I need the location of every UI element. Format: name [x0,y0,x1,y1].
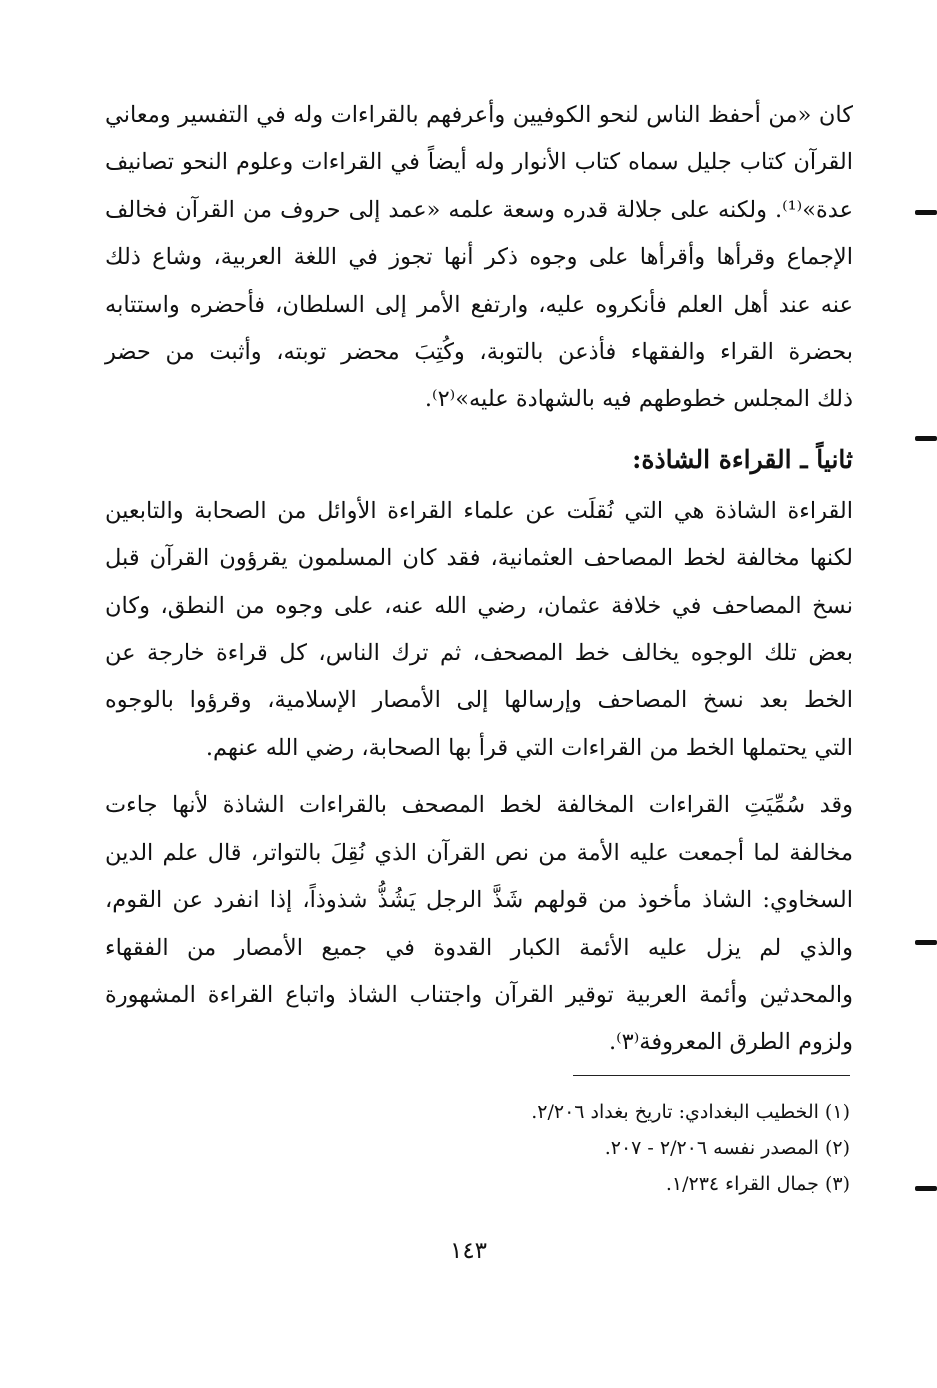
margin-mark [915,940,937,945]
footnote-2: (٢) المصدر نفسه ٢/٢٠٦ - ٢٠٧. [604,1137,850,1159]
text-line: وقد سُمِّيَتِ القراءات المخالفة لخط المصحف بالقراءات الشاذة لأنها جاءت [105,792,853,819]
text-line: القراءة الشاذة هي التي نُقلَت عن علماء القراءة الأوائل من الصحابة والتابعين [105,497,853,524]
text-line: مخالفة لما أجمعت عليه الأمة من نص القرآن الذي نُقِلَ بالتواتر، قال علم الدين [105,839,853,866]
text-line: كان «من أحفظ الناس لنحو الكوفيين وأعرفهم بالقراءات وله في التفسير ومعاني [105,102,853,128]
footnote-3: (٣) جمال القراء ١/٢٣٤. [665,1173,850,1195]
section-heading: ثانياً ـ القراءة الشاذة: [632,444,853,474]
margin-mark [915,1186,937,1191]
page-body [105,92,853,1067]
text-line: بعض تلك الوجوه يخالف خط المصحف، ثم ترك الناس، كل قراءة خارجة عن [105,640,853,667]
text-line: عنه عند أهل العلم فأنكروه عليه، وارتفع الأمر إلى السلطان، فأحضره واستتابه [105,291,853,318]
text-line: والذي لم يزل عليه الأئمة الكبار القدوة في جميع الأمصار من الفقهاء [105,934,853,961]
text-line: بحضرة القراء والفقهاء فأذعن بالتوبة، وكُتِبَ محضر توبته، وأثبت من حضر [105,339,853,366]
text-line: لكنها مخالفة لخط المصاحف العثمانية، فقد كان المسلمون يقرؤون القرآن قبل [105,545,853,572]
footnotes [105,1094,850,1202]
text-line: الإجماع وقرأها وأقرأها على وجوه ذكر أنها تجوز في اللغة العربية، وشاع ذلك [105,244,853,271]
footnote-separator [573,1075,850,1076]
paragraph-2 [105,488,853,772]
text-line: التي يحتملها الخط من القراءات التي قرأ بها الصحابة، رضي الله عنهم. [205,734,853,761]
paragraph-gap [105,772,853,782]
footnote-1: (١) الخطيب البغدادي: تاريخ بغداد ٢/٢٠٦. [531,1101,850,1123]
text-line: الخط بعد نسخ المصاحف وإرسالها إلى الأمصار الإسلامية، وقرؤوا بالوجوه [105,687,853,714]
paragraph-1 [105,92,853,424]
margin-mark [915,436,937,441]
page-number: ١٤٣ [449,1238,488,1264]
text-line: السخاوي: الشاذ مأخوذ من قولهم شَذَّ الرجل يَشُذُّ شذوذاً، إذا انفرد عن القوم، [105,887,853,914]
paragraph-3 [105,782,853,1066]
margin-mark [915,210,937,215]
text-line: نسخ المصاحف في خلافة عثمان، رضي الله عنه، على وجوه من النطق، وكان [105,592,853,619]
text-line: عدة»⁽¹⁾. ولكنه على جلالة قدره وسعة علمه «عمد إلى حروف من القرآن فخالف [105,196,853,223]
text-line: ذلك المجلس خطوطهم فيه بالشهادة عليه»⁽٢⁾. [424,386,853,413]
text-line: القرآن كتاب جليل سماه كتاب الأنوار وله أيضاً في القراءات وعلوم النحو تصانيف [105,149,853,176]
text-line: ولزوم الطرق المعروفة⁽٣⁾. [608,1029,853,1056]
text-line: والمحدثين وأئمة العربية توقير القرآن واجتناب الشاذ واتباع القراءة المشهورة [105,981,853,1008]
